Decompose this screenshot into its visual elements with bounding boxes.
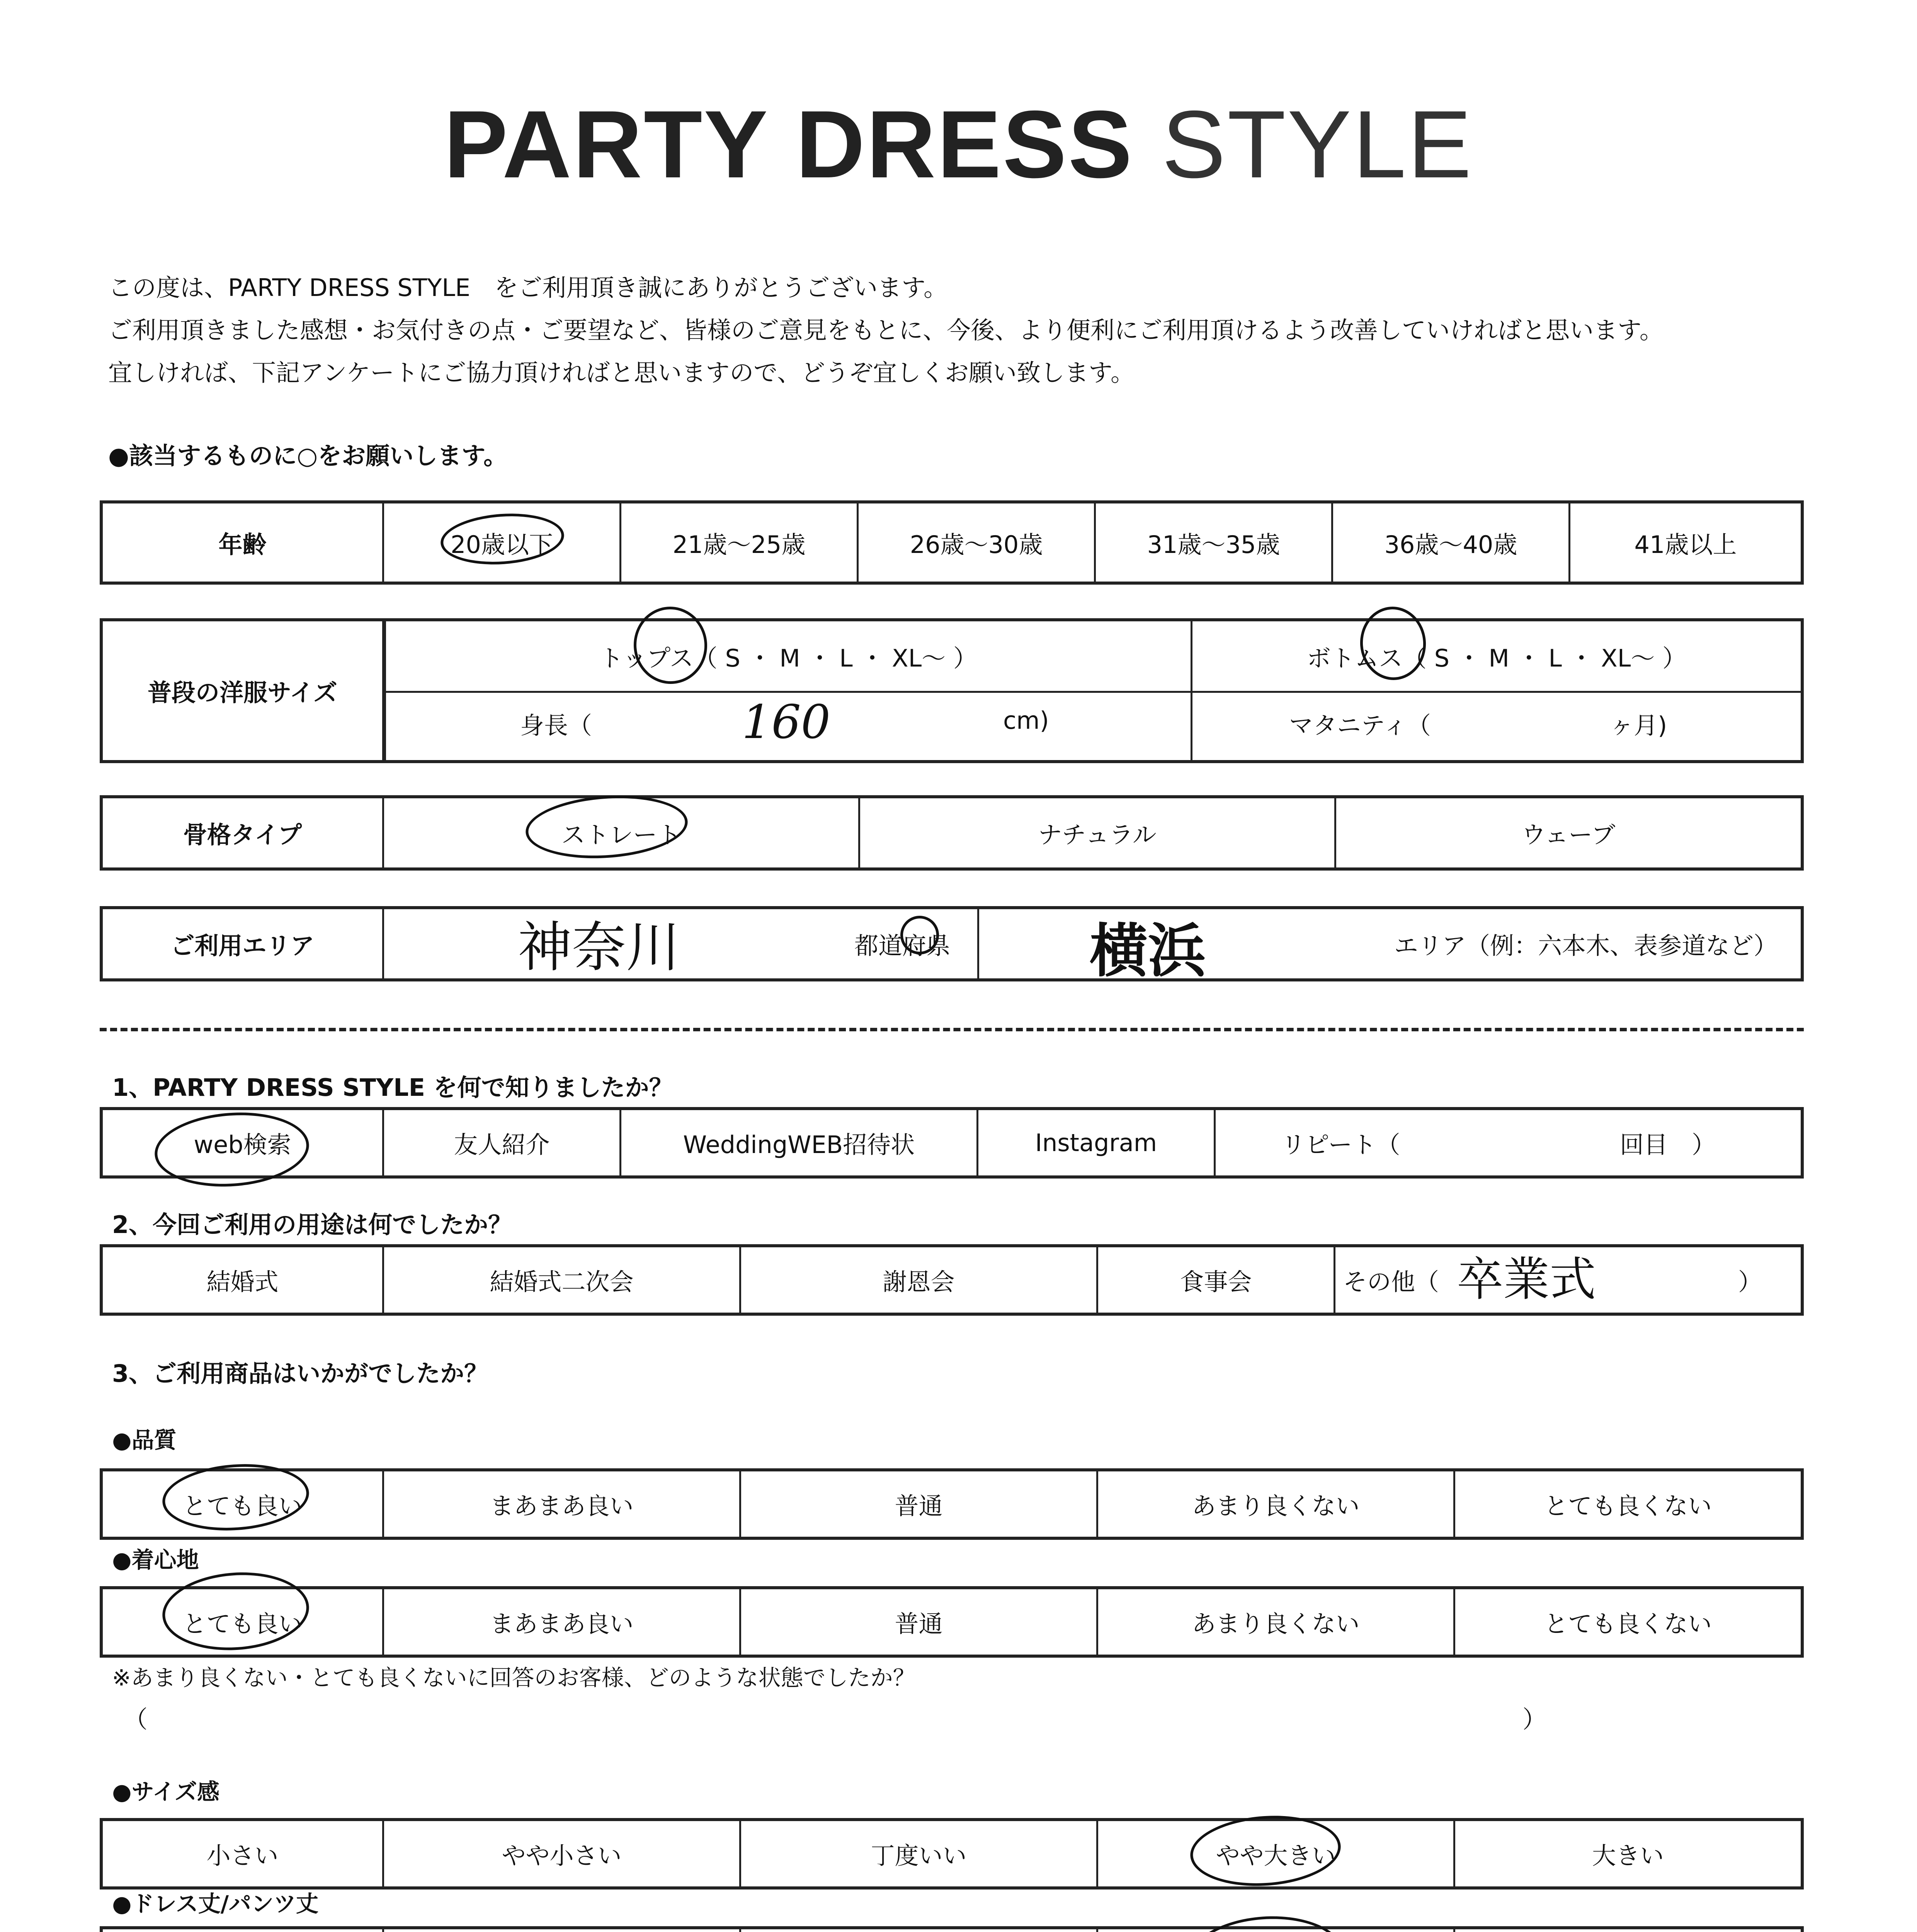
paren-open: （ (124, 1705, 148, 1733)
quality-option[interactable]: まあまあ良い (384, 1471, 741, 1537)
comfort-row (100, 1586, 1804, 1658)
fit-label: ●サイズ感 (112, 1779, 219, 1805)
area-row (100, 906, 1804, 981)
brand-title: PARTY DRESS STYLE (444, 90, 1473, 198)
q2-heading: 2、今回ご利用の用途は何でしたか？ (112, 1211, 512, 1239)
age-option[interactable]: 36歳〜40歳 (1333, 503, 1570, 582)
q2-other-close: ） (1738, 1268, 1762, 1296)
bottoms-sizes[interactable]: ボトムス（ S ・ M ・ L ・ XL〜 ） (1306, 644, 1687, 672)
q1-option[interactable]: web検索 (103, 1110, 384, 1175)
q2-option[interactable]: 結婚式 (103, 1247, 384, 1313)
q1-heading: 1、PARTY DRESS STYLE を何で知りましたか？ (112, 1073, 673, 1102)
age-option[interactable]: 41歳以上 (1634, 530, 1737, 559)
q1-repeat-label: リピート（ (1281, 1131, 1400, 1159)
age-row (100, 500, 1804, 585)
fit-option[interactable]: 大きい (1592, 1842, 1664, 1870)
length-label: ●ドレス丈/パンツ丈 (112, 1891, 319, 1917)
intro-line: 宜しければ、下記アンケートにご協力頂ければと思いますので、どうぞ宜しくお願い致します。 (108, 359, 1135, 387)
frame-label: 骨格タイプ (103, 798, 384, 867)
q2-other-label: その他（ (1343, 1268, 1439, 1296)
frame-option[interactable]: ウェーブ (1521, 821, 1616, 849)
age-option[interactable]: 31歳〜35歳 (1096, 503, 1333, 582)
prefecture-value[interactable]: 神奈川 (518, 916, 680, 979)
quality-option[interactable]: 普通 (741, 1471, 1098, 1537)
area-label: ご利用エリア (103, 909, 384, 978)
q1-row (100, 1107, 1804, 1179)
length-row (100, 1926, 1804, 1932)
tops-sizes[interactable]: トップス（ S ・ M ・ L ・ XL〜 ） (599, 644, 977, 672)
q3-heading: 3、ご利用商品はいかがでしたか？ (112, 1359, 488, 1388)
intro-line: ご利用頂きました感想・お気付きの点・ご要望など、皆様のご意見をもとに、今後、より便利にご利用頂けるよう改善していければと思います。 (108, 316, 1664, 344)
comfort-option[interactable]: 普通 (741, 1589, 1098, 1655)
quality-label: ●品質 (112, 1427, 177, 1453)
quality-row (100, 1468, 1804, 1540)
q2-option[interactable]: 結婚式二次会 (384, 1247, 741, 1313)
q2-option[interactable]: 謝恩会 (741, 1247, 1098, 1313)
frame-option[interactable]: ナチュラル (860, 798, 1336, 867)
age-option[interactable]: 20歳以下 (384, 503, 621, 582)
length-option[interactable] (103, 1929, 384, 1932)
height-label: 身長（ (520, 711, 592, 740)
height-value[interactable]: 160 (742, 696, 831, 749)
comfort-option[interactable]: まあまあ良い (384, 1589, 741, 1655)
age-label: 年齢 (103, 503, 384, 582)
q3-note: ※あまり良くない・とても良くないに回答のお客様、どのような状態でしたか？ (112, 1665, 915, 1691)
height-unit: cm) (1003, 706, 1049, 735)
q1-option[interactable]: 友人紹介 (384, 1110, 621, 1175)
length-option[interactable] (741, 1929, 1098, 1932)
intro-text (108, 267, 1664, 394)
comfort-option[interactable]: とても良い (103, 1589, 384, 1655)
q2-option[interactable]: 食事会 (1098, 1247, 1335, 1313)
fit-option[interactable]: 小さい (103, 1821, 384, 1886)
maternity-label: マタニティ（ (1289, 711, 1431, 740)
frame-row (100, 795, 1804, 871)
divider (100, 1028, 1804, 1031)
quality-option[interactable]: とても良い (103, 1471, 384, 1537)
frame-option[interactable]: ストレート (384, 798, 860, 867)
length-option[interactable] (1455, 1929, 1801, 1932)
instruction: ●該当するものに○をお願いします。 (108, 442, 508, 470)
comfort-label: ●着心地 (112, 1547, 199, 1573)
q1-repeat-suffix: 回目 ） (1619, 1131, 1716, 1159)
age-option[interactable]: 26歳〜30歳 (859, 503, 1096, 582)
fit-option[interactable]: 丁度いい (741, 1821, 1098, 1886)
area-hint: エリア（例：六本木、表参道など） (1394, 932, 1778, 960)
q1-option[interactable]: Instagram (978, 1110, 1216, 1175)
comfort-option[interactable]: あまり良くない (1098, 1589, 1455, 1655)
quality-option[interactable]: とても良くない (1544, 1492, 1712, 1520)
fit-option[interactable]: やや大きい (1098, 1821, 1455, 1886)
prefecture-field[interactable] (384, 909, 979, 978)
size-label: 普段の洋服サイズ (103, 621, 384, 760)
prefecture-suffix: 都道府県 (854, 932, 950, 960)
length-option[interactable] (384, 1929, 741, 1932)
age-option[interactable]: 21歳〜25歳 (621, 503, 859, 582)
q2-other-value[interactable]: 卒業式 (1457, 1253, 1596, 1306)
q1-repeat[interactable] (1216, 1110, 1801, 1175)
fit-row (100, 1818, 1804, 1889)
fit-option[interactable]: やや小さい (384, 1821, 741, 1886)
maternity-unit: ヶ月) (1610, 711, 1667, 740)
comfort-option[interactable]: とても良くない (1544, 1610, 1712, 1638)
quality-option[interactable]: あまり良くない (1098, 1471, 1455, 1537)
intro-line: この度は、PARTY DRESS STYLE をご利用頂き誠にありがとうございます。 (108, 274, 948, 302)
paren-close: ） (1522, 1705, 1547, 1733)
q1-option[interactable]: WeddingWEB招待状 (621, 1110, 978, 1175)
area-value[interactable]: 横浜 (1090, 917, 1206, 985)
size-row (100, 618, 1804, 763)
